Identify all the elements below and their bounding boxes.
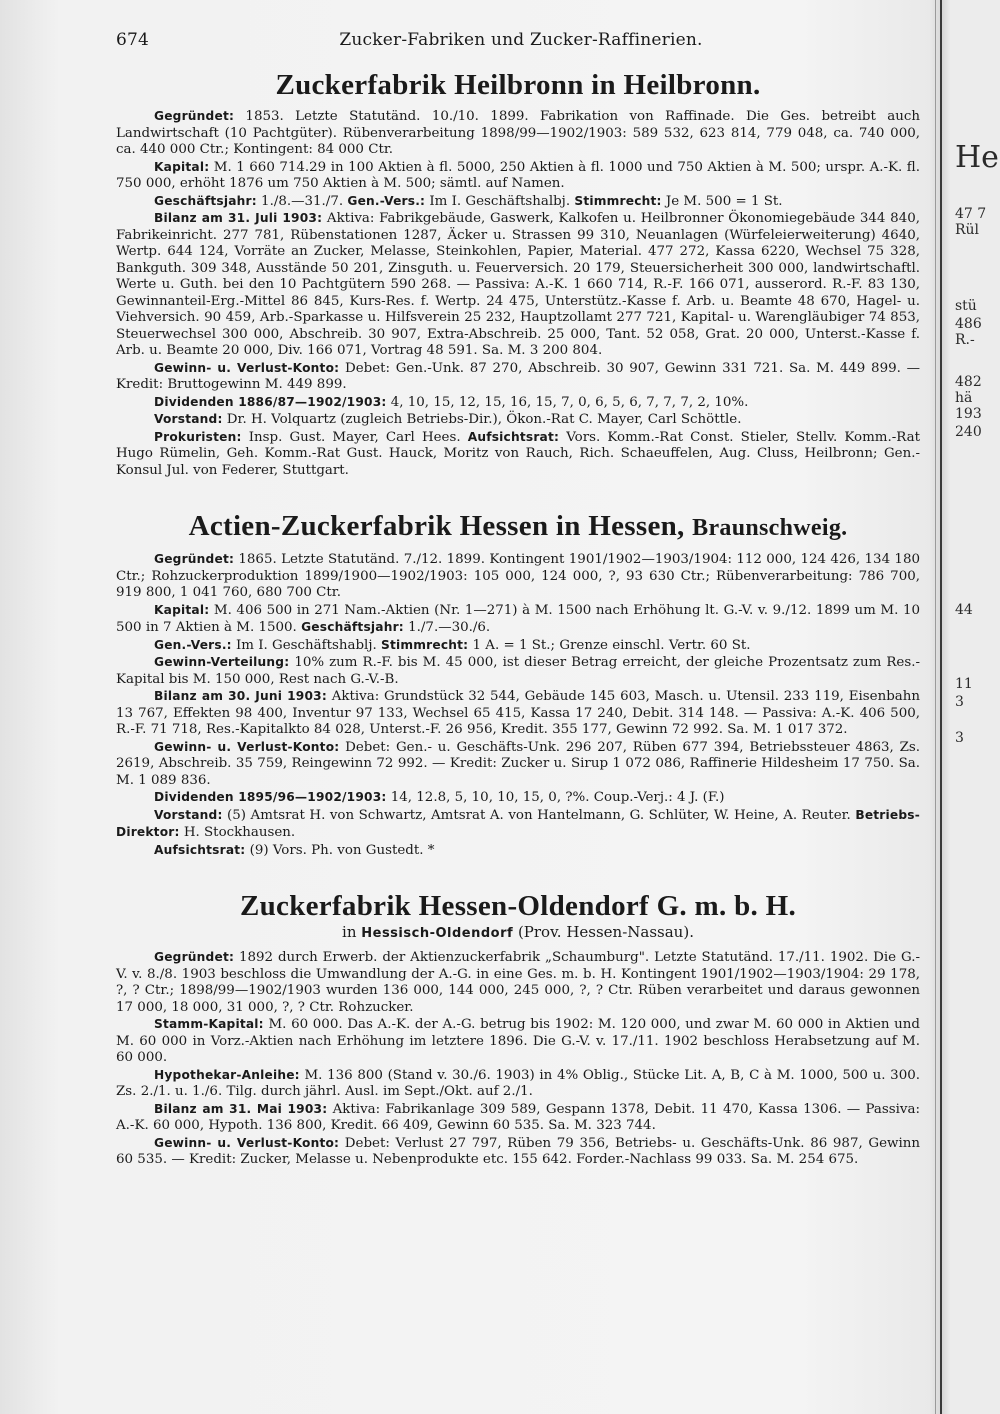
entry-label: Gen.-Vers.: xyxy=(154,637,232,652)
entry-label: Dividenden 1895/96—1902/1903: xyxy=(154,790,387,804)
entry-profit-loss xyxy=(116,360,920,394)
entry-text: Aktiva: Grundstück 32 544, Gebäude 145 603, Masch. u. Utensil. 233 119, Eisenbahn 13 767, Effekten 98 400, Inventur 97 133, Wechsel 65 415, Kassa 17 240, Debit. 314 148. — Passiva: A.-K. 406 500, R.-F. 71 718, Res.-Kapitalkto 84 028, Unterst.-F. 26 956, Kredit. 355 177, Gewinn 72 992. Sa. M. 1 017 372. xyxy=(116,689,920,737)
entry-text: Dr. H. Volquartz (zugleich Betriebs-Dir.), Ökon.-Rat C. Mayer, Carl Schöttle. xyxy=(222,412,742,427)
entry-text: 1 A. = 1 St.; Grenze einschl. Vertr. 60 St. xyxy=(468,637,751,653)
entry-label: Geschäftsjahr: xyxy=(154,193,257,208)
entry-label: Geschäftsjahr: xyxy=(301,620,404,634)
entry-label: Vorstand: xyxy=(154,807,223,822)
entry-text: M. 1 660 714.29 in 100 Aktien à fl. 5000, 250 Aktien à fl. 1000 und 750 Aktien à M. 500; urspr. A.-K. fl. 750 000, erhöht 1876 um 750 Aktien à M. 500; sämtl. auf Namen. xyxy=(116,159,920,191)
entry-label: Aufsichtsrat: xyxy=(467,429,560,444)
entry-label: Stimmrecht: xyxy=(381,637,469,652)
entry-supervisory-board xyxy=(116,842,920,860)
entry-profit-distribution xyxy=(116,654,920,688)
entry-mortgage-loan xyxy=(116,1067,920,1101)
margin-fragment: 240 xyxy=(955,424,982,440)
entry-text: 10% zum R.-F. bis M. 45 000, ist dieser Betrag erreicht, der gleiche Prozentsatz zum Res.-Kapital bis M. 150 000, Rest nach G.-V.-B. xyxy=(116,655,920,687)
entry-text: 14, 12.8, 5, 10, 10, 15, 0, ?%. Coup.-Verj.: 4 J. (F.) xyxy=(386,790,725,805)
margin-fragment: 193 xyxy=(955,406,982,422)
entry-label: Gen.-Vers.: xyxy=(347,193,426,208)
margin-fragment: He xyxy=(955,140,999,175)
gutter-line xyxy=(940,0,942,1414)
entry-text: 1865. Letzte Statutänd. 7./12. 1899. Kontingent 1901/1902—1903/1904: 112 000, 124 426, 134 180 Ctr.; Rohzuckerproduktion 1899/1900—1902/1903: 105 000, 124 000, ?, 93 630 Ctr.; Rübenverarbeitung: 786 700, 919 800, 1 041 760, 680 700 Ctr. xyxy=(116,552,920,600)
entry-general-meeting xyxy=(116,637,920,655)
company-title: Zuckerfabrik Heilbronn in Heilbronn. xyxy=(275,69,761,101)
entry-text: Je M. 500 = 1 St. xyxy=(661,193,783,209)
entry-text: 1853. Letzte Statutänd. 10./10. 1899. Fabrikation von Raffinade. Die Ges. betreibt auch Landwirtschaft (10 Pachtgüter). Rübenverarbeitung 1898/99—1902/1903: 589 532, 623 814, 779 048, ca. 740 000, ca. 440 000 Ctr.; Kontingent: 84 000 Ctr. xyxy=(116,109,920,157)
entry-founded xyxy=(116,108,920,159)
entry-share-capital xyxy=(116,1016,920,1067)
entry-text: (9) Vors. Ph. von Gustedt. * xyxy=(245,842,435,858)
margin-fragment: 44 xyxy=(955,602,973,618)
margin-fragment: 47 7 xyxy=(955,206,987,222)
entry-text: M. 406 500 in 271 Nam.-Aktien (Nr. 1—271) à M. 1500 nach Erhöhung lt. G.-V. v. 9./12. 1899 um M. 10 500 in 7 Aktien à M. 1500. xyxy=(116,602,920,635)
entry-balance-sheet xyxy=(116,1101,920,1135)
entry-fiscal-year xyxy=(116,193,920,211)
gutter-shadow xyxy=(935,0,936,1414)
margin-fragment: Rül xyxy=(955,222,980,238)
subtitle-pre: in xyxy=(342,923,362,941)
entry-capital xyxy=(116,159,920,193)
entry-label: Gewinn- u. Verlust-Konto: xyxy=(154,1135,340,1150)
margin-fragment: 3 xyxy=(955,730,964,746)
entry-dividends xyxy=(116,789,920,807)
running-title: Zucker-Fabriken und Zucker-Raffinerien. xyxy=(339,30,703,50)
entry-label: Gewinn- u. Verlust-Konto: xyxy=(154,360,340,375)
entry-capital xyxy=(116,602,920,637)
company-title-location: Braunschweig. xyxy=(692,515,848,541)
entry-label: Kapital: xyxy=(154,602,210,617)
entry-label: Hypothekar-Anleihe: xyxy=(154,1067,300,1082)
entry-text: 1./7.—30./6. xyxy=(403,620,491,635)
company-title xyxy=(116,509,920,545)
subtitle-location: Hessisch-Oldendorf xyxy=(361,926,514,941)
entry-dividends xyxy=(116,394,920,412)
entry-text: Insp. Gust. Mayer, Carl Hees. xyxy=(241,429,468,445)
margin-fragment: hä xyxy=(955,390,973,406)
company-subtitle xyxy=(116,923,920,943)
entry-label: Gegründet: xyxy=(154,950,235,964)
entry-label: Prokuristen: xyxy=(154,429,242,444)
entry-text: H. Stockhausen. xyxy=(179,825,296,840)
entry-text: 4, 10, 15, 12, 15, 16, 15, 7, 0, 6, 5, 6, 7, 7, 7, 2, 10%. xyxy=(386,394,749,410)
margin-fragment: 486 xyxy=(955,316,982,332)
entry-balance-sheet xyxy=(116,210,920,360)
page-number: 674 xyxy=(116,30,150,50)
entry-text: 1892 durch Erwerb. der Aktienzuckerfabrik „Schaumburg". Letzte Statutänd. 17./11. 1902. Die G.-V. v. 8./8. 1903 beschloss die Umwandlung der A.-G. in eine Ges. m. b. H. Kontingent 1901/1902—1903/1904: 29 178, ?, ? Ctr.; 1898/99—1902/1903 wurden 136 000, 144 000, 245 000, ?, ? Ctr. Rüben verarbeitet und daraus gewonnen 17 000, 18 000, 31 000, ?, ? Ctr. Rohzucker. xyxy=(116,950,920,1015)
entry-label: Bilanz am 31. Juli 1903: xyxy=(154,211,323,225)
entry-text: 1./8.—31./7. xyxy=(256,193,348,209)
entry-text: M. 136 800 (Stand v. 30./6. 1903) in 4% Oblig., Stücke Lit. A, B, C à M. 1000, 500 u. 300. Zs. 2./1. u. 1./6. Tilg. durch jährl. Ausl. im Sept./Okt. auf 2./1. xyxy=(116,1067,920,1099)
entry-label: Gewinn- u. Verlust-Konto: xyxy=(154,739,340,754)
entry-label: Bilanz am 31. Mai 1903: xyxy=(154,1101,328,1116)
entry-label: Betriebs-Direktor: xyxy=(116,807,920,839)
entry-board xyxy=(116,411,920,429)
entry-label: Gewinn-Verteilung: xyxy=(154,655,290,669)
entry-founded xyxy=(116,949,920,1016)
entry-text: (5) Amtsrat H. von Schwartz, Amtsrat A. von Hantelmann, G. Schlüter, W. Heine, A. Reuter. xyxy=(222,807,856,823)
entry-balance-sheet xyxy=(116,688,920,739)
entry-founded xyxy=(116,551,920,602)
entry-profit-loss xyxy=(116,739,920,790)
entry-text: Im I. Geschäftshablj. xyxy=(231,637,381,653)
entry-profit-loss xyxy=(116,1135,920,1169)
entry-text: Vors. Komm.-Rat Const. Stieler, Stellv. Komm.-Rat Hugo Rümelin, Geh. Komm.-Rat Gust. Hauck, Moritz von Rauch, Rich. Schaeuffelen, Aug. Cluss, Heilbronn; Gen.-Konsul Jul. von Federer, Stuttgart. xyxy=(116,429,920,478)
entry-board xyxy=(116,807,920,842)
margin-fragment: R.- xyxy=(955,332,975,348)
margin-fragment: 11 xyxy=(955,676,973,692)
entry-text: Im I. Geschäftshalbj. xyxy=(425,193,575,209)
entry-label: Stimmrecht: xyxy=(574,193,662,208)
margin-fragment: 3 xyxy=(955,694,964,710)
entry-label: Kapital: xyxy=(154,159,210,174)
entry-text: Aktiva: Fabrikgebäude, Gaswerk, Kalkofen u. Heilbronner Ökonomiegebäude 344 840, Fabrikeinricht. 277 781, Rübenstationen 1287, Äcker u. Strassen 99 310, Neuanlagen (Würfeleierweiterung) 4640, Wertp. 644 124, Vorräte an Zucker, Melasse, Steinkohlen, Papier, Material. 477 272, Kassa 6220, Wechsel 75 328, Bankguth. 309 348, Ausstände 50 201, Zinsguth. u. Feuerversich. 20 179, Steuersicherheit 300 000, landwirtschaftl. Werte u. Guth. bei den 10 Pachtgütern 590 268. — Passiva: A.-K. 1 660 714, R.-F. 166 071, ausserord. R.-F. 83 130, Gewinnanteil-Erg.-Mittel 86 845, Kurs-Res. f. Wertp. 24 475, Unterstütz.-Kasse f. Arb. u. Beamte 48 670, Hagel- u. Viehversich. 90 459, Arb.-Sparkasse u. Hilfsverein 25 232, Hauptzollamt 277 721, Kapital- u. Warengläubiger 74 853, Steuerwechsel 300 000, Abschreib. 30 907, Extra-Abschreib. 25 000, Tant. 52 058, Grat. 20 000, Unterst.-Kasse f. Arb. u. Beamte 20 000, Div. 166 071, Vortrag 48 591. Sa. M. 3 200 804. xyxy=(116,211,920,358)
company-entry-hessen-oldendorf xyxy=(116,889,920,1169)
entry-text: Aktiva: Fabrikanlage 309 589, Gespann 1378, Debit. 11 470, Kassa 1306. — Passiva: A.-K. 60 000, Hypoth. 136 800, Kredit. 66 409, Gewinn 60 535. Sa. M. 323 744. xyxy=(116,1101,920,1133)
company-title-main: Actien-Zuckerfabrik Hessen in Hessen, xyxy=(188,510,685,542)
entry-text: Debet: Verlust 27 797, Rüben 79 356, Betriebs- u. Geschäfts-Unk. 86 987, Gewinn 60 535. — Kredit: Zucker, Melasse u. Nebenprodukte etc. 155 642. Forder.-Nachlass 99 033. Sa. M. 254 675. xyxy=(116,1135,921,1167)
page-header xyxy=(116,30,926,54)
entry-officers xyxy=(116,429,920,480)
entry-text: M. 60 000. Das A.-K. der A.-G. betrug bis 1902: M. 120 000, und zwar M. 60 000 in Aktien und M. 60 000 in Vorz.-Aktien nach Erhöhung im letztere 1896. Die G.-V. v. 17./11. 1902 beschloss Herabsetzung auf M. 60 000. xyxy=(116,1017,920,1065)
entry-text: Debet: Gen.- u. Geschäfts-Unk. 296 207, Rüben 677 394, Betriebssteuer 4863, Zs. 2619, Abschreib. 35 759, Reingewinn 72 992. — Kredit: Zucker u. Sirup 1 072 086, Raffinerie Hildesheim 17 750. Sa. M. 1 089 836. xyxy=(116,739,920,788)
margin-fragment: 482 xyxy=(955,374,982,390)
company-title: Zuckerfabrik Hessen-Oldendorf G. m. b. H. xyxy=(239,890,797,922)
page-content xyxy=(116,60,920,1169)
entry-label: Dividenden 1886/87—1902/1903: xyxy=(154,394,387,409)
entry-label: Gegründet: xyxy=(154,552,235,566)
entry-label: Gegründet: xyxy=(154,109,235,123)
subtitle-post: (Prov. Hessen-Nassau). xyxy=(513,923,694,941)
entry-label: Aufsichtsrat: xyxy=(154,842,246,857)
entry-label: Bilanz am 30. Juni 1903: xyxy=(154,689,327,703)
company-entry-hessen xyxy=(116,509,920,859)
entry-label: Vorstand: xyxy=(154,412,223,426)
margin-fragment: stü xyxy=(955,298,977,314)
entry-text: Debet: Gen.-Unk. 87 270, Abschreib. 30 907, Gewinn 331 721. Sa. M. 449 899. — Kredit: Bruttogewinn M. 449 899. xyxy=(116,360,920,392)
entry-label: Stamm-Kapital: xyxy=(154,1017,264,1031)
company-entry-heilbronn xyxy=(116,68,920,479)
